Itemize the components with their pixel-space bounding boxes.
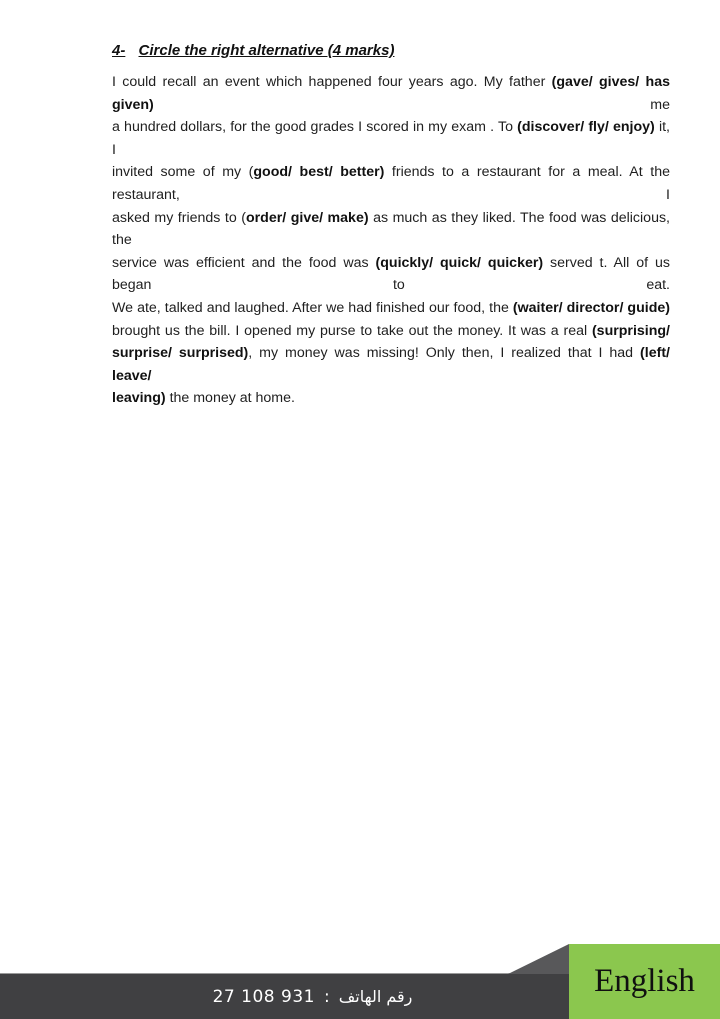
alternative-options: (discover/ fly/ enjoy) xyxy=(517,119,655,136)
paragraph-text: brought us the bill. I opened my purse to take out the money. It was a real xyxy=(112,322,592,339)
paragraph-text: , my money was missing! Only then, I realized that I had xyxy=(248,345,641,362)
paragraph-line xyxy=(112,320,670,343)
alternative-options: surprise/ surprised) xyxy=(112,345,249,362)
paragraph-text: friends to a restaurant for a meal. At the restaurant, I xyxy=(112,164,670,203)
paragraph-line xyxy=(112,297,670,320)
phone-label: رقم الهاتف xyxy=(338,987,413,1006)
paragraph-text: a hundred dollars, for the good grades I scored in my exam . To xyxy=(112,119,518,136)
paragraph-line xyxy=(112,387,670,410)
paragraph-text: it, I xyxy=(112,119,671,158)
paragraph-text: I could recall an event which happened four years ago. My father xyxy=(112,74,552,90)
alternative-options: (left/ leave/ xyxy=(112,345,670,384)
paragraph-text: as much as they liked. The food was delicious, the xyxy=(112,209,670,249)
alternative-options: order/ give/ make) xyxy=(245,209,369,226)
exercise-paragraph xyxy=(112,71,670,410)
paragraph-line xyxy=(112,116,670,161)
alternative-options: (gave/ gives/ has given) xyxy=(112,74,671,113)
phone-separator: : xyxy=(323,986,330,1007)
paragraph-text: asked my friends to ( xyxy=(112,209,246,226)
paragraph-text: the money at home. xyxy=(165,390,295,407)
paragraph-line xyxy=(112,161,670,206)
subject-label: English xyxy=(594,963,695,999)
paragraph-text: served t. All of us began to eat. xyxy=(112,254,670,294)
alternative-options: (waiter/ director/ guide) xyxy=(512,299,670,316)
paragraph-line xyxy=(112,252,670,297)
section-title: Circle the right alternative (4 marks) xyxy=(138,42,395,59)
subject-tab xyxy=(569,944,720,1019)
phone-number: 27 108 931 xyxy=(212,986,315,1007)
paragraph-line xyxy=(112,71,670,116)
alternative-options: good/ best/ better) xyxy=(253,164,385,181)
paragraph-text: me xyxy=(153,96,670,113)
paragraph-line xyxy=(112,207,670,252)
alternative-options: (surprising/ xyxy=(591,322,670,339)
paragraph-text: We ate, talked and laughed. After we had finished our food, the xyxy=(112,299,513,316)
paragraph-text: invited some of my ( xyxy=(112,164,254,181)
alternative-options: (quickly/ quick/ quicker) xyxy=(375,254,544,271)
alternative-options: leaving) xyxy=(112,390,166,407)
section-heading xyxy=(112,42,394,59)
paragraph-line xyxy=(112,342,670,387)
footer-wedge-shape xyxy=(508,944,569,974)
paragraph-text: service was efficient and the food was xyxy=(112,254,376,271)
section-number: 4- xyxy=(112,42,126,59)
